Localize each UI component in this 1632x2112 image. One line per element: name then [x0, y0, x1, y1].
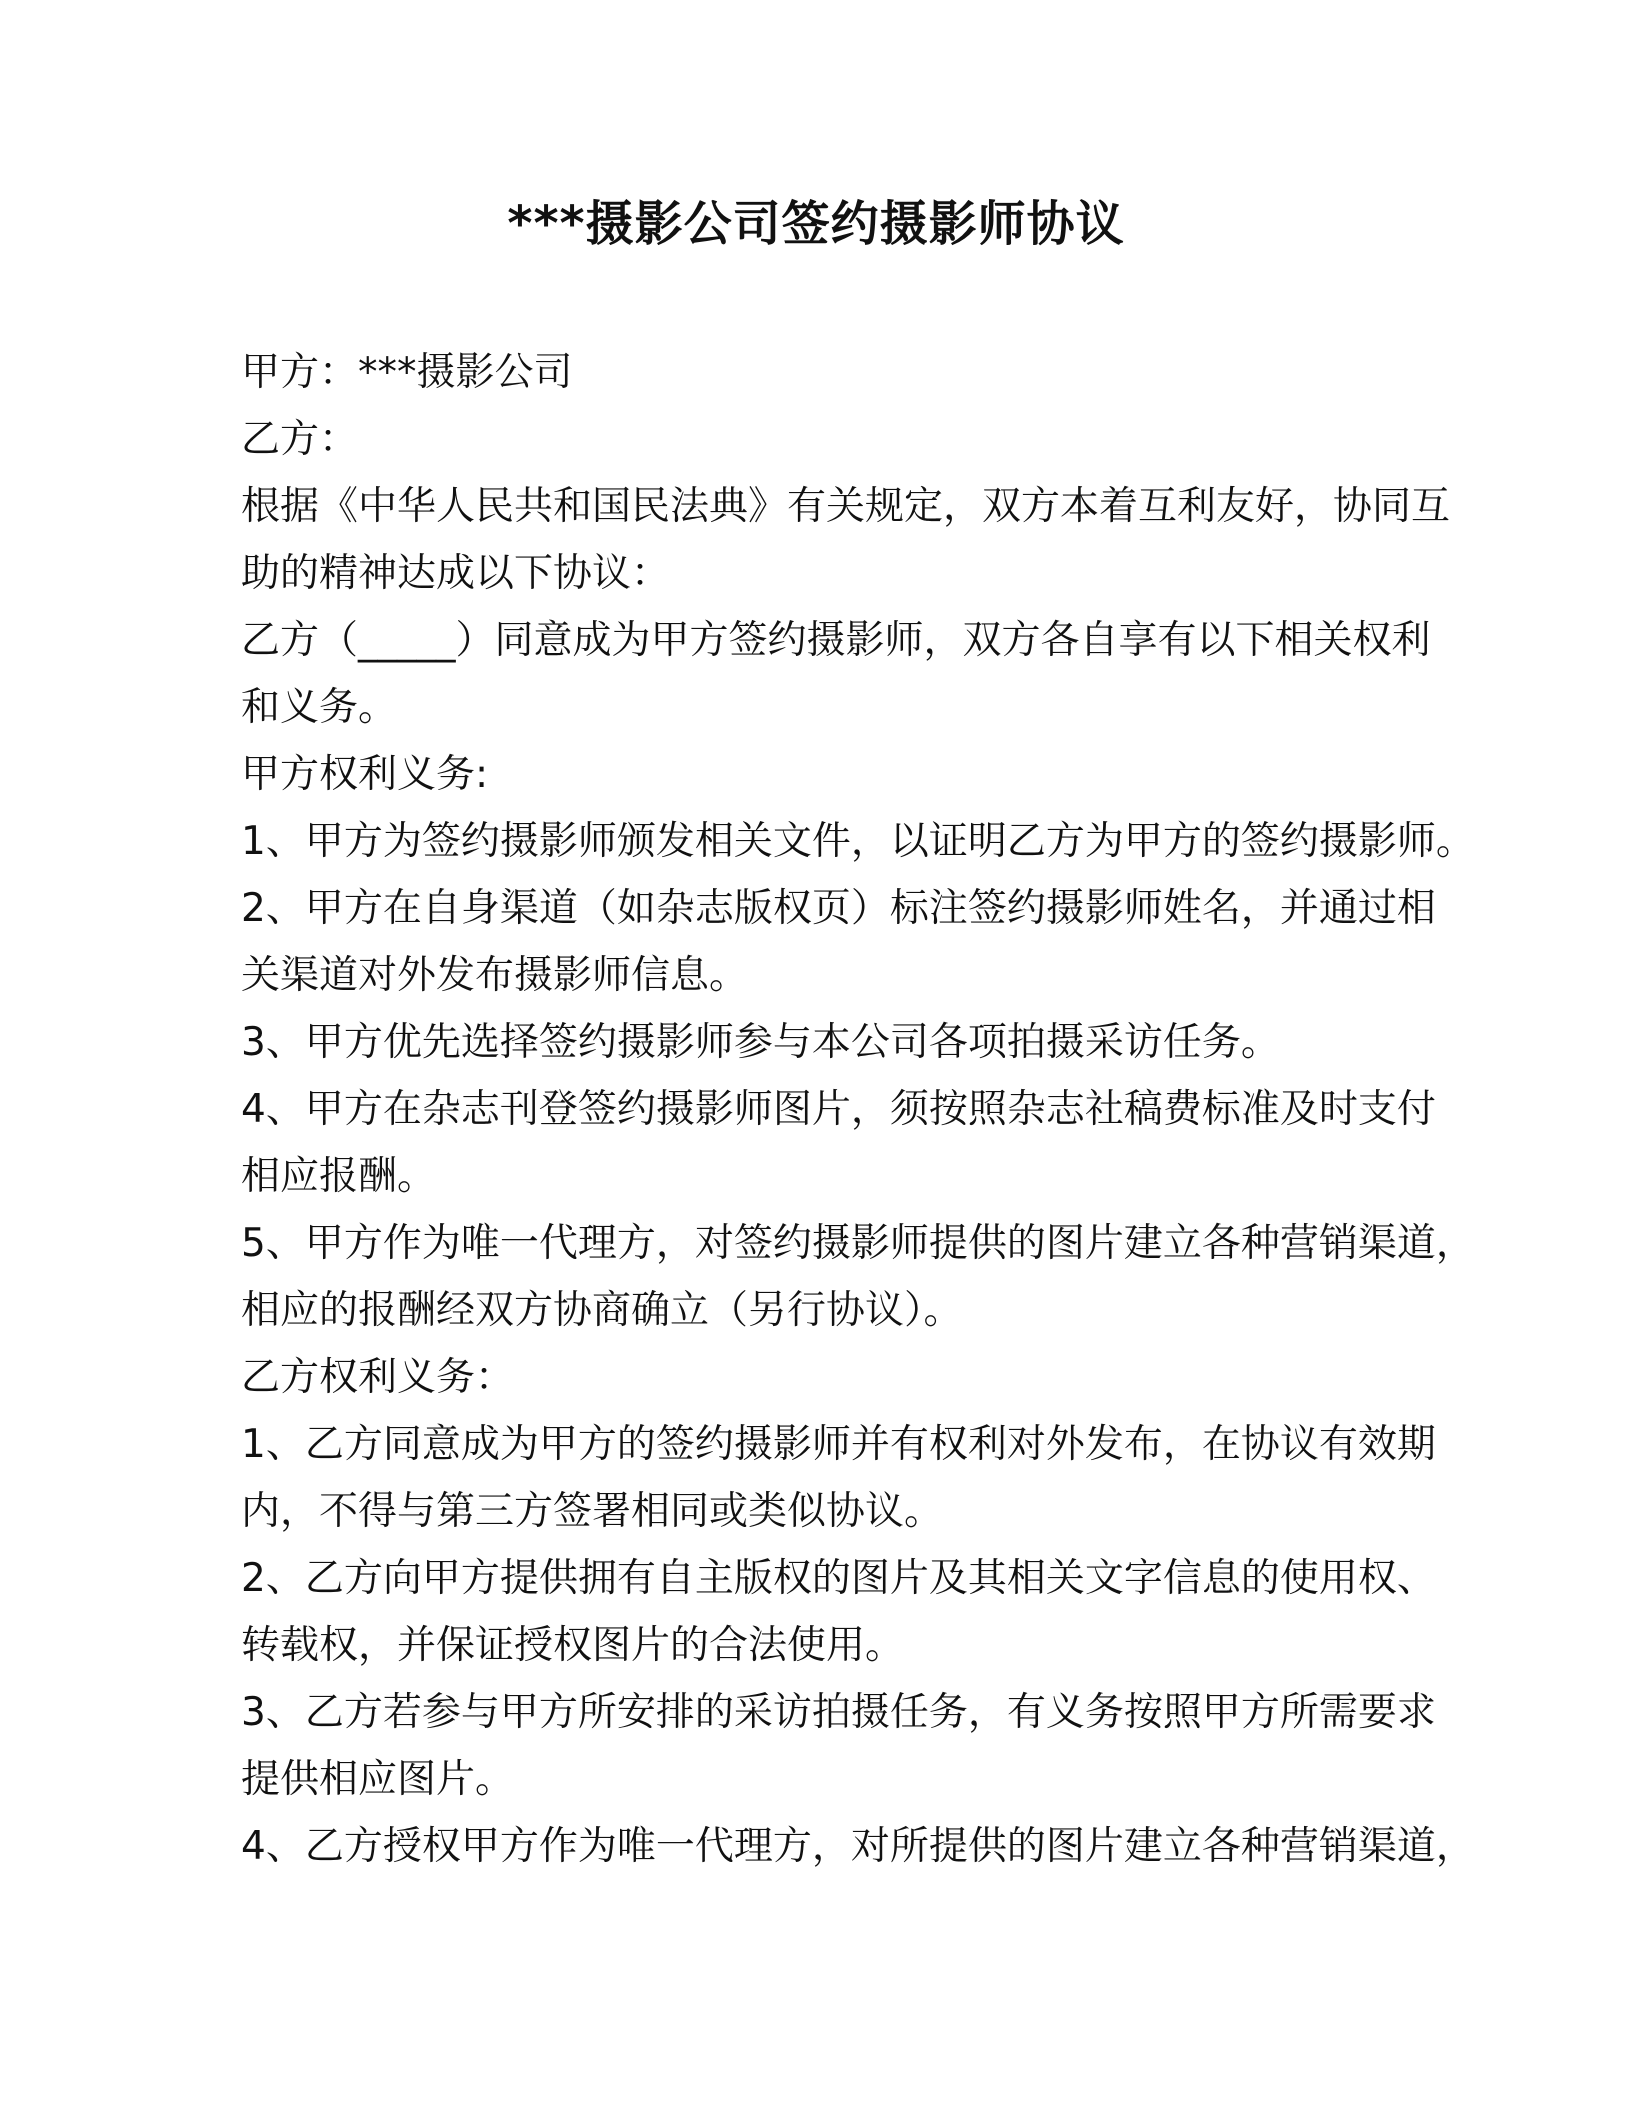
text-line: 提供相应图片。: [241, 1757, 515, 1802]
text-line: 乙方：: [241, 417, 359, 462]
document-body: [241, 339, 1475, 1880]
text-line: 1、甲方为签约摄影师颁发相关文件，以证明乙方为甲方的签约摄影师。: [241, 819, 1475, 864]
text-line: 4、乙方授权甲方作为唯一代理方，对所提供的图片建立各种营销渠道，: [241, 1824, 1475, 1869]
text-line: 乙方权利义务：: [241, 1355, 515, 1400]
text-line: 2、乙方向甲方提供拥有自主版权的图片及其相关文字信息的使用权、: [241, 1556, 1436, 1601]
document-title: ***摄影公司签约摄影师协议: [507, 196, 1125, 252]
text-line: 转载权，并保证授权图片的合法使用。: [241, 1623, 905, 1668]
text-line: 相应报酬。: [241, 1154, 437, 1199]
text-line: 关渠道对外发布摄影师信息。: [241, 953, 749, 998]
text-line: 4、甲方在杂志刊登签约摄影师图片，须按照杂志社稿费标准及时支付: [241, 1087, 1436, 1132]
text-line: 3、甲方优先选择签约摄影师参与本公司各项拍摄采访任务。: [241, 1020, 1280, 1065]
text-line: 和义务。: [241, 685, 398, 730]
text-line: 甲方权利义务:: [241, 752, 489, 797]
text-line: 3、乙方若参与甲方所安排的采访拍摄任务，有义务按照甲方所需要求: [241, 1690, 1436, 1735]
text-line: 1、乙方同意成为甲方的签约摄影师并有权利对外发布，在协议有效期: [241, 1422, 1436, 1467]
text-line: 助的精神达成以下协议：: [241, 551, 671, 596]
text-line: 相应的报酬经双方协商确立（另行协议）。: [241, 1288, 963, 1333]
text-line: 2、甲方在自身渠道（如杂志版权页）标注签约摄影师姓名，并通过相: [241, 886, 1436, 931]
text-line: 根据《中华人民共和国民法典》有关规定，双方本着互利友好，协同互: [241, 484, 1451, 529]
text-line: 甲方：***摄影公司: [241, 350, 573, 395]
text-line: 5、甲方作为唯一代理方，对签约摄影师提供的图片建立各种营销渠道，: [241, 1221, 1475, 1266]
text-line: 内，不得与第三方签署相同或类似协议。: [241, 1489, 944, 1534]
text-line: 乙方（_____）同意成为甲方签约摄影师，双方各自享有以下相关权利: [241, 618, 1431, 663]
